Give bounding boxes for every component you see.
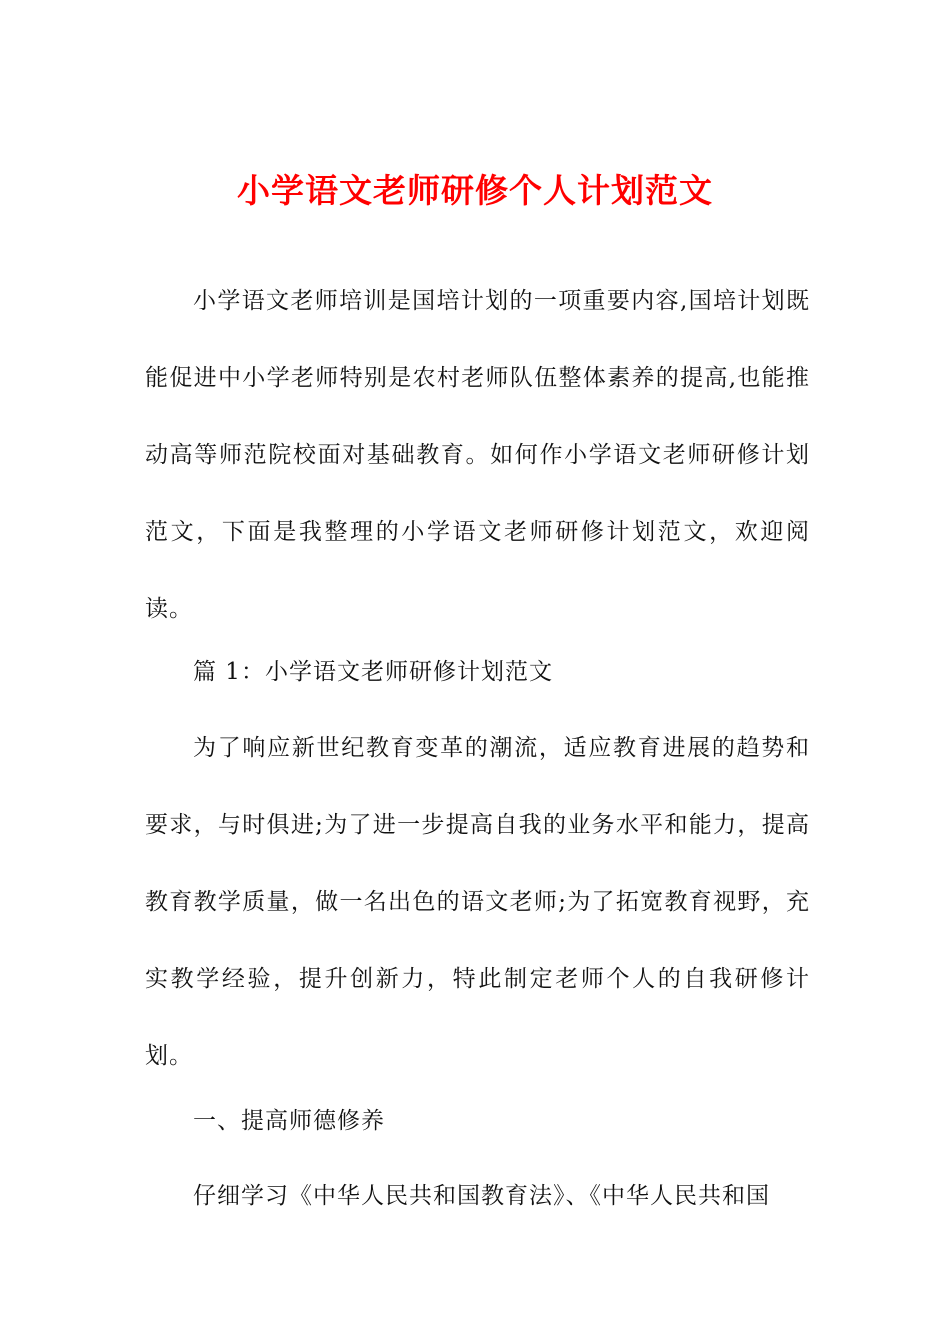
document-title: 小学语文老师研修个人计划范文 bbox=[237, 171, 713, 211]
section-heading-ethics: 一、提高师德修养 bbox=[193, 1108, 385, 1134]
intro-paragraph: 小学语文老师培训是国培计划的一项重要内容,国培计划既能促进中小学老师特别是农村老师队伍整体素养的提高,也能推动高等师范院校面对基础教育。如何作小学语文老师研修计划范文，下面是我整理的小学语文老师研修计划范文，欢迎阅读。 bbox=[145, 288, 810, 622]
section-heading-article-1: 篇 1：小学语文老师研修计划范文 bbox=[193, 659, 553, 685]
purpose-paragraph: 为了响应新世纪教育变革的潮流，适应教育进展的趋势和要求，与时俱进;为了进一步提高自我的业务水平和能力，提高教育教学质量，做一名出色的语文老师;为了拓宽教育视野，充实教学经验，提升创新力，特此制定老师个人的自我研修计划。 bbox=[145, 735, 810, 1069]
study-law-paragraph: 仔细学习《中华人民共和国教育法》、《中华人民共和国 bbox=[193, 1183, 770, 1209]
